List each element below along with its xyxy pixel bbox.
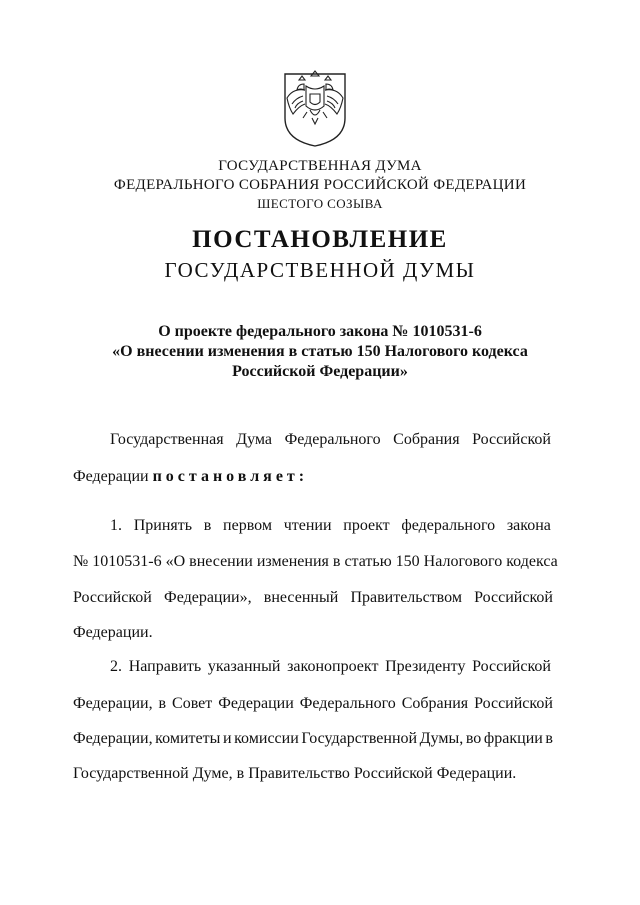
- decides-word: постановляет:: [152, 468, 309, 485]
- word: 2.: [110, 658, 122, 675]
- word: Совет: [172, 695, 213, 712]
- word: внесенный: [263, 589, 339, 606]
- word: Российской: [472, 658, 551, 675]
- subject-line: О проекте федерального закона № 1010531-6: [158, 323, 482, 340]
- word: Собрания: [393, 431, 460, 448]
- item-1-line: [110, 516, 551, 536]
- item-1-line: № 1010531-6 «О внесении изменения в статью 150 Налогового кодекса: [73, 553, 558, 570]
- word: в: [158, 695, 167, 712]
- word: закона: [506, 517, 551, 534]
- preamble-line: [110, 430, 551, 450]
- word: проект: [343, 517, 390, 534]
- subject-line: Российской Федерации»: [232, 363, 408, 380]
- subject-line: «О внесении изменения в статью 150 Налогового кодекса: [112, 343, 528, 360]
- word: Государственной: [301, 730, 418, 747]
- word: Российской: [472, 431, 551, 448]
- word: фракции: [483, 730, 543, 747]
- word: Федерации»,: [164, 589, 252, 606]
- word: Принять: [133, 517, 193, 534]
- item-1-line: Федерации.: [73, 624, 153, 641]
- item-1-line: [73, 588, 553, 608]
- word: Направить: [128, 658, 202, 675]
- word: Федерации,: [73, 730, 153, 747]
- word: Дума: [236, 431, 272, 448]
- word: в: [203, 517, 212, 534]
- word: указанный: [207, 658, 281, 675]
- word: в: [545, 730, 553, 747]
- document-title: ПОСТАНОВЛЕНИЕ: [192, 226, 448, 253]
- item-2-line: Государственной Думе, в Правительство Российской Федерации.: [73, 765, 517, 782]
- item-2-line: [73, 729, 553, 749]
- item-2-line: [110, 657, 551, 677]
- word: Российской: [474, 589, 553, 606]
- word: Государственная: [110, 431, 224, 448]
- word: Правительством: [350, 589, 462, 606]
- word: Российской: [474, 695, 553, 712]
- word: чтении: [283, 517, 332, 534]
- preamble-line: [73, 467, 553, 487]
- header-assembly-name: ФЕДЕРАЛЬНОГО СОБРАНИЯ РОССИЙСКОЙ ФЕДЕРАЦИИ: [113, 177, 527, 193]
- word: законопроект: [287, 658, 379, 675]
- word: Российской: [73, 589, 152, 606]
- word: Федерального: [299, 695, 396, 712]
- header-convocation: ШЕСТОГО СОЗЫВА: [257, 196, 383, 211]
- document-subtitle: ГОСУДАРСТВЕННОЙ ДУМЫ: [164, 258, 476, 282]
- word: и: [222, 730, 232, 747]
- word: во: [465, 730, 482, 747]
- word: Федерального: [284, 431, 381, 448]
- word: первом: [223, 517, 272, 534]
- item-2-line: [73, 694, 553, 714]
- word: Президенту: [385, 658, 466, 675]
- word: 1.: [110, 517, 122, 534]
- russian-coat-of-arms-icon: [282, 70, 348, 148]
- word: комиссии: [234, 730, 299, 747]
- word: Федерации: [73, 468, 149, 485]
- word: Собрания: [401, 695, 469, 712]
- word: Думы,: [419, 730, 464, 747]
- word: Федерации,: [73, 695, 153, 712]
- word: комитеты: [155, 730, 221, 747]
- word: Федерации: [218, 695, 294, 712]
- header-chamber-name: ГОСУДАРСТВЕННАЯ ДУМА: [218, 158, 422, 174]
- word: федерального: [401, 517, 496, 534]
